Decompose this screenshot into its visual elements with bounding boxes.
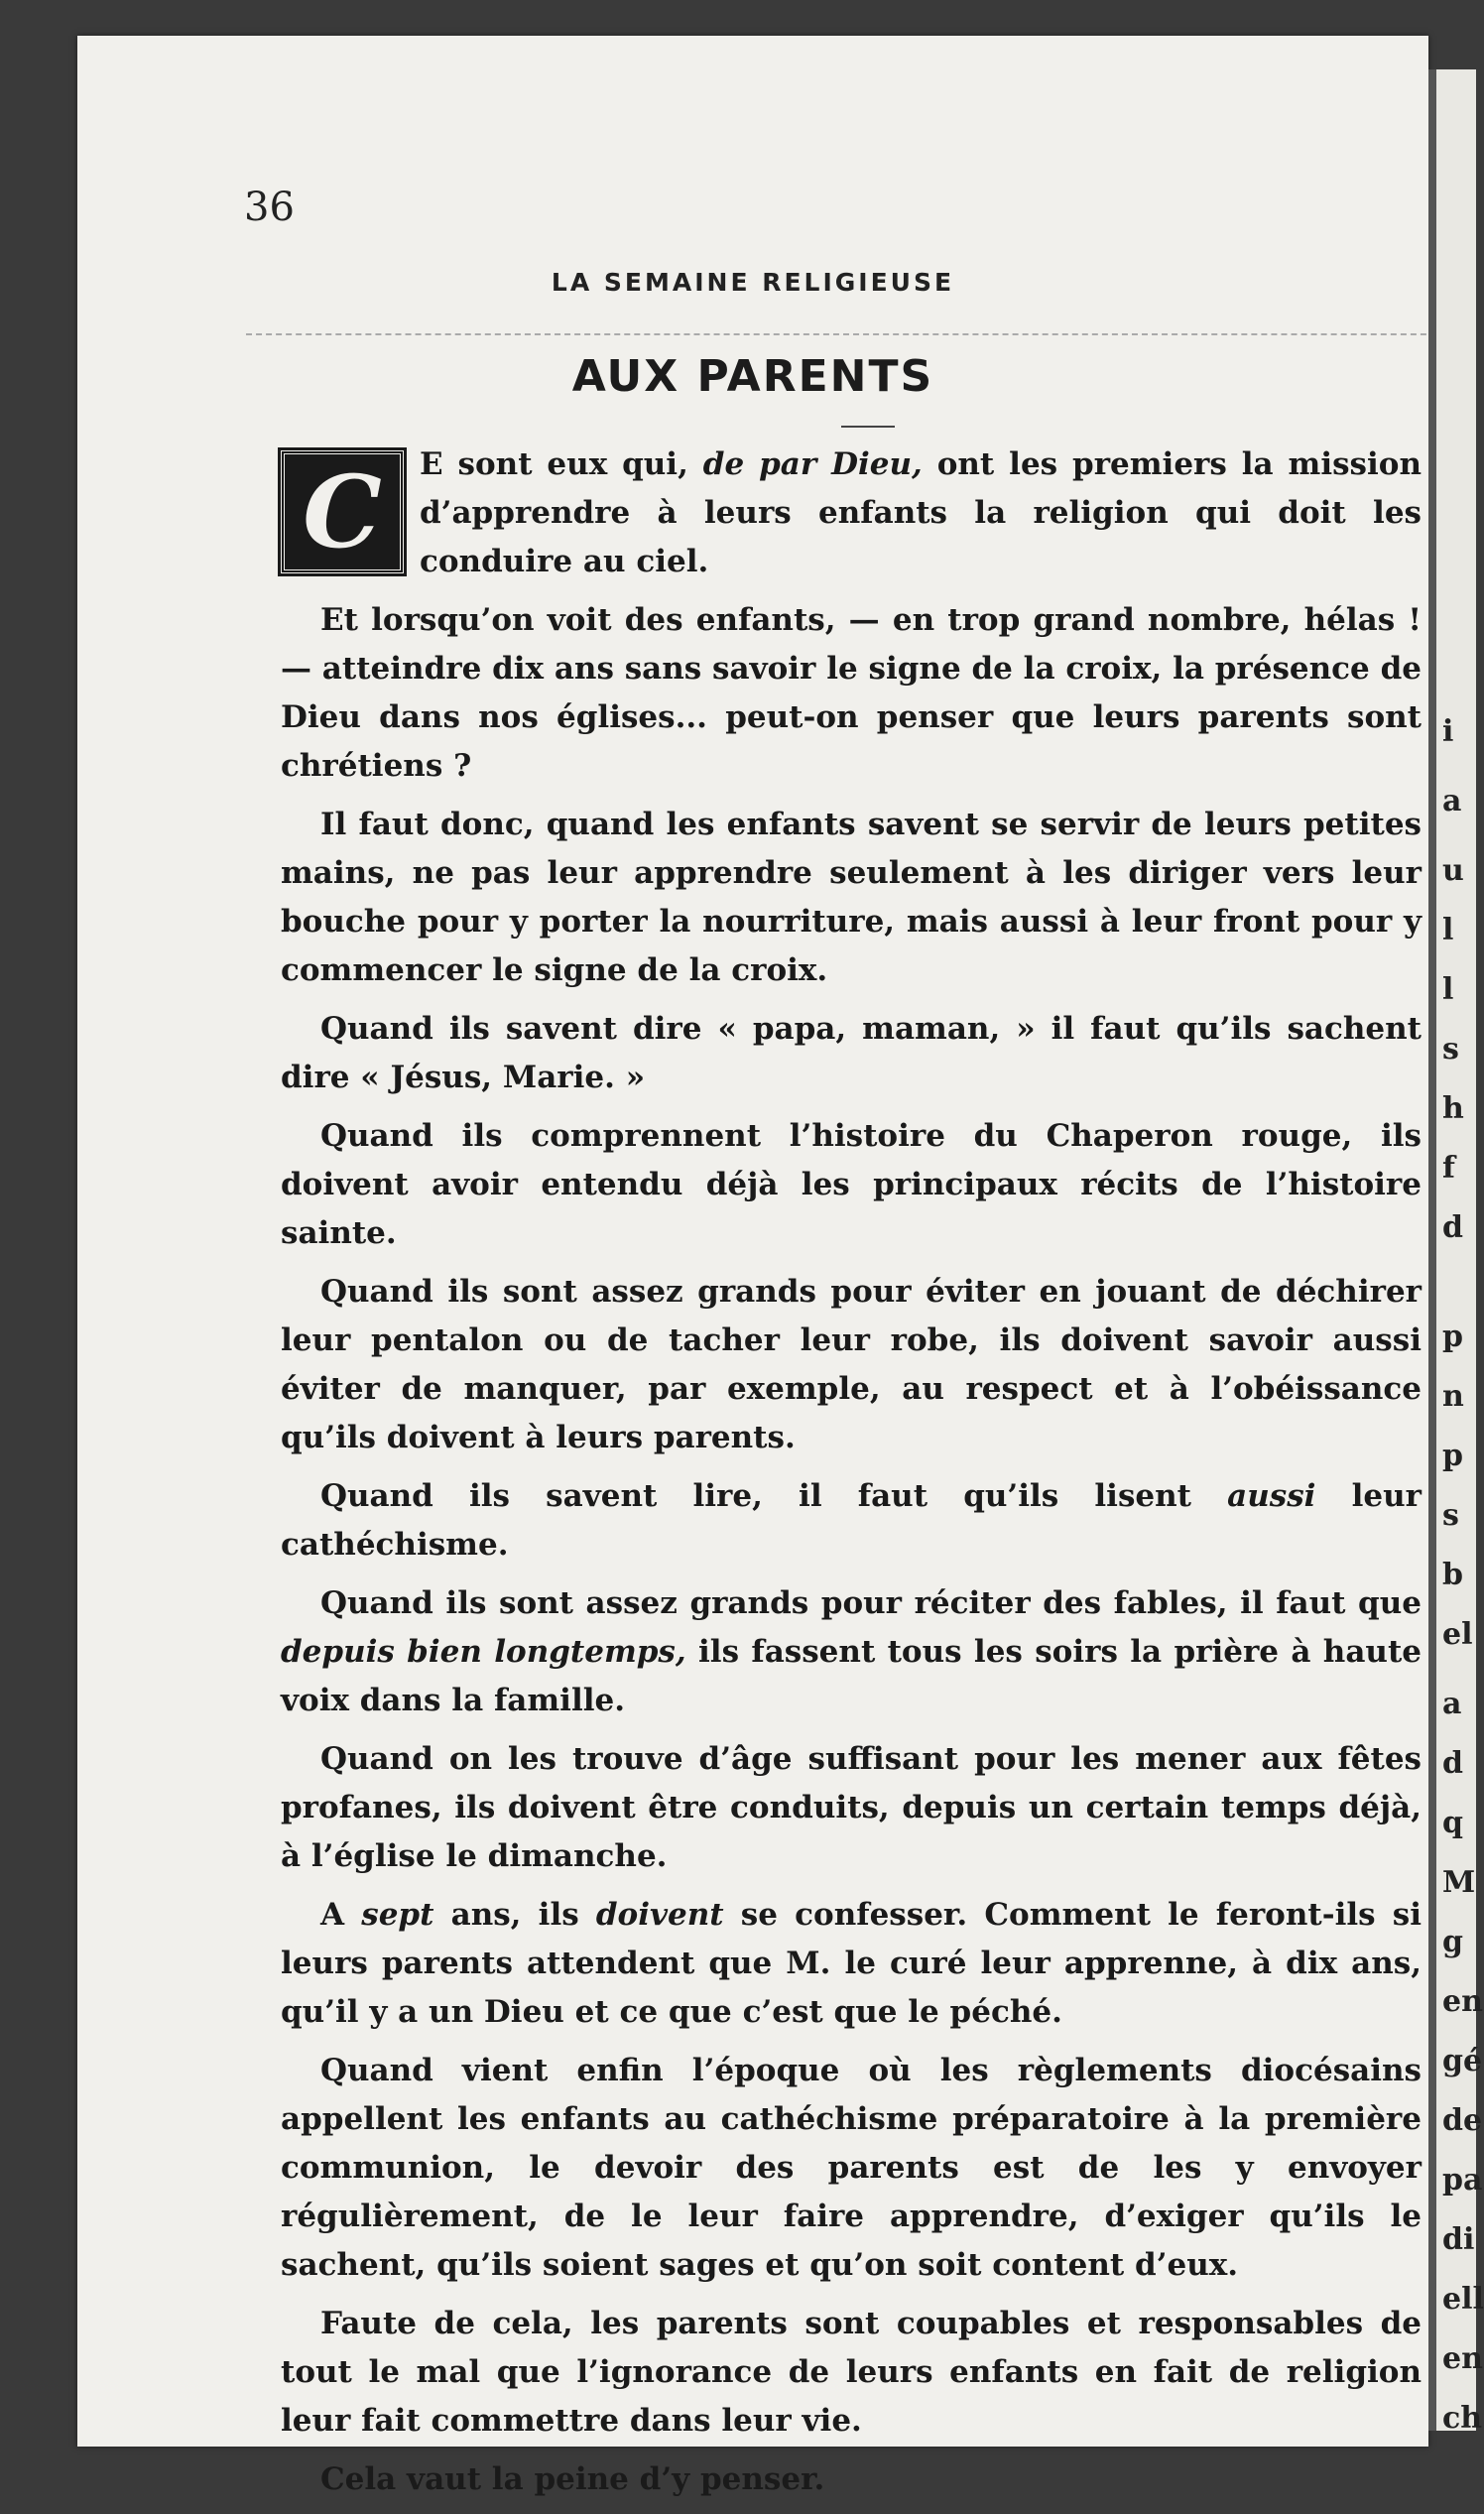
neighbor-fragment: p (1442, 1320, 1463, 1354)
paragraph: Il faut donc, quand les enfants savent se servir de leurs petites mains, ne pas leur apprendre seulement à les diriger vers leur bouche pour y porter la nourriture, mais aussi à leur front pour y commencer le signe de la croix. (281, 807, 1422, 988)
paragraph: Quand vient enfin l’époque où les règlements diocésains appellent les enfants au cathéchisme préparatoire à la première communion, le devoir des parents est de les y envoyer régulièrement, de le leur faire apprendre, d’exiger qu’ils le sachent, qu’ils soient sages et qu’on soit content d’eux. (281, 2053, 1422, 2283)
neighbor-fragment: l (1442, 972, 1454, 1007)
neighbor-fragment: l (1442, 913, 1454, 947)
paragraph: Quand ils savent dire « papa, maman, » il faut qu’ils sachent dire « Jésus, Marie. » (281, 1011, 1422, 1095)
paragraph: Quand ils savent lire, il faut qu’ils lisent aussi leur cathéchisme. (281, 1478, 1422, 1563)
paragraph: Et lorsqu’on voit des enfants, — en trop grand nombre, hélas ! — atteindre dix ans sans savoir le signe de la croix, la présence de Dieu dans nos églises... peut-on penser que leurs parents sont chrétiens ? (281, 602, 1422, 784)
scanned-page (77, 36, 1428, 2497)
neighbor-fragment: n (1442, 1379, 1464, 1414)
neighbor-fragment: a (1442, 1687, 1462, 1721)
title-rule (841, 426, 895, 428)
paragraph: Faute de cela, les parents sont coupables et responsables de tout le mal que l’ignorance de leurs enfants en fait de religion leur fait commettre dans leur vie. (281, 2306, 1422, 2439)
neighbor-fragment: g (1442, 1925, 1463, 1959)
neighbor-fragment: gé (1442, 2044, 1483, 2078)
neighbor-fragment: pa (1442, 2163, 1483, 2198)
neighbor-fragment: s (1442, 1032, 1459, 1067)
neighbor-fragment: en (1442, 2341, 1483, 2376)
paragraph: Quand on les trouve d’âge suffisant pour les mener aux fêtes profanes, ils doivent être conduits, depuis un certain temps déjà, à l’église le dimanche. (281, 1741, 1422, 1874)
neighbor-fragment: el (1442, 1617, 1473, 1652)
paragraph: Quand ils sont assez grands pour réciter des fables, il faut que depuis bien longtemps, ils fassent tous les soirs la prière à haute voix dans la famille. (281, 1585, 1422, 1718)
neighbor-fragment: i (1442, 714, 1454, 749)
neighbor-fragment: h (1442, 1091, 1464, 1126)
drop-cap: C (281, 450, 404, 573)
neighbor-fragment: u (1442, 853, 1464, 888)
neighbor-fragment: d (1442, 1746, 1463, 1781)
neighbor-fragment: M (1442, 1865, 1476, 1900)
neighbor-fragment: s (1442, 1498, 1459, 1533)
paragraph: Quand ils sont assez grands pour éviter en jouant de déchirer leur pentalon ou de tacher leur robe, ils doivent savoir aussi éviter de manquer, par exemple, au respect et à l’obéissance qu’ils doivent à leurs parents. (281, 1274, 1422, 1455)
header-rule (246, 333, 1446, 335)
paragraph: A sept ans, ils doivent se confesser. Comment le feront-ils si leurs parents attendent que M. le curé leur apprenne, à dix ans, qu’il y a un Dieu et ce que c’est que le péché. (281, 1897, 1422, 2030)
neighbor-fragment: p (1442, 1439, 1463, 1473)
paragraph: Quand ils comprennent l’histoire du Chaperon rouge, ils doivent avoir entendu déjà les principaux récits de l’histoire sainte. (281, 1118, 1422, 1251)
neighbor-fragment: en (1442, 1984, 1483, 2019)
neighbor-fragment: a (1442, 784, 1462, 818)
running-head: LA SEMAINE RELIGIEUSE (551, 268, 955, 297)
neighbor-fragment: f (1442, 1151, 1455, 1186)
neighbor-fragment: d (1442, 1210, 1463, 1245)
neighbor-fragment: ell (1442, 2282, 1484, 2317)
neighbor-fragment: q (1442, 1806, 1463, 1840)
neighbor-fragment: di (1442, 2222, 1475, 2257)
adjacent-page-edge (1428, 69, 1484, 2436)
neighbor-fragment: de (1442, 2103, 1483, 2138)
page-number: 36 (244, 185, 295, 230)
paragraph: Cela vaut la peine d’y penser. (320, 2461, 825, 2497)
paragraph: C E sont eux qui, de par Dieu, ont les premiers la mission d’apprendre à leurs enfants la religion qui doit les conduire au ciel. (281, 440, 1422, 586)
article-title: AUX PARENTS (571, 351, 934, 402)
article-body (281, 440, 1422, 2514)
neighbor-fragment: b (1442, 1558, 1463, 1592)
neighbor-fragment: ch (1442, 2401, 1483, 2436)
